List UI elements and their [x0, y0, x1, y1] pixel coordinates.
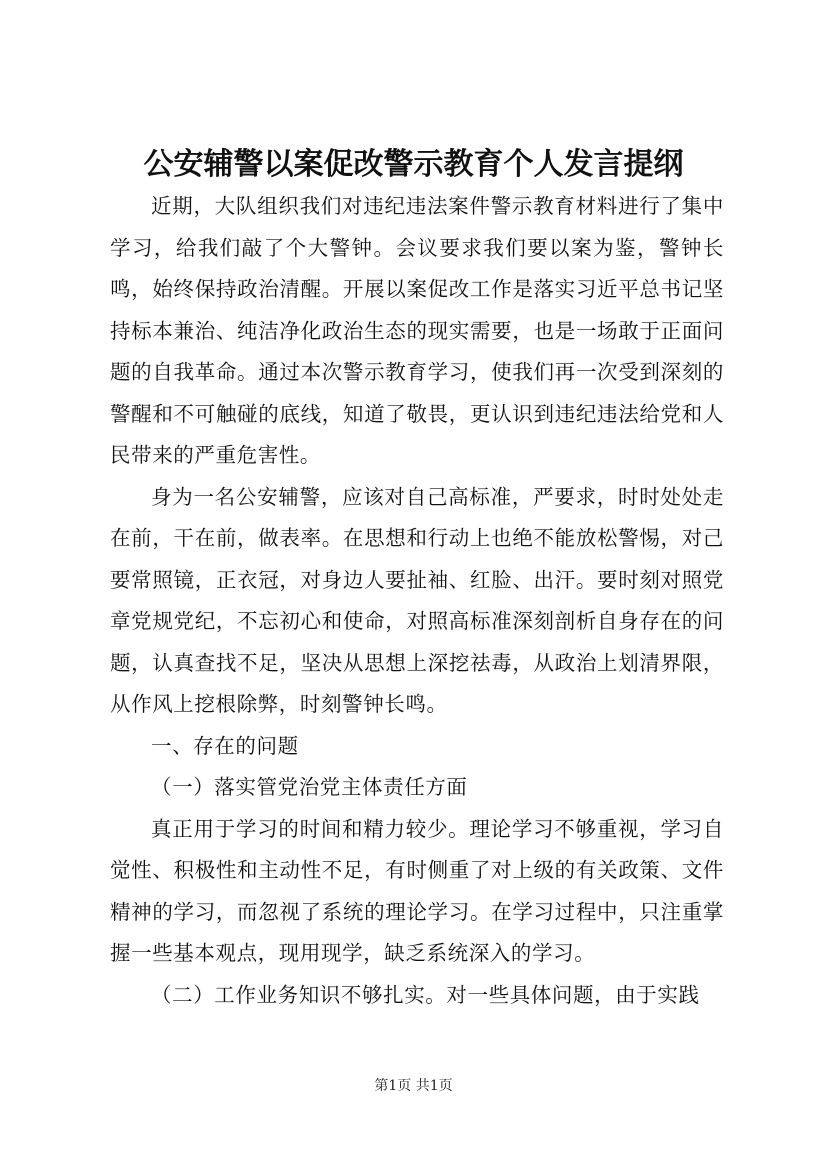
paragraph-role: 身为一名公安辅警，应该对自己高标准，严要求，时时处处走在前，干在前，做表率。在思想和行动上也绝不能放松警惕，对己要常照镜，正衣冠，对身边人要扯袖、红脸、出汗。要时刻对照党章党规党纪，不忘初心和使命，对照高标准深刻剖析自身存在的问题，认真查找不足，坚决从思想上深挖祛毒，从政治上划清界限，从作风上挖根除弊，时刻警钟长鸣。: [110, 484, 724, 716]
section-heading-problems: 一、存在的问题: [151, 733, 299, 758]
subsection-heading-responsibility: （一）落实管党治党主体责任方面: [151, 775, 468, 799]
page-number-footer: 第1页 共1页: [374, 1078, 453, 1094]
paragraph-intro: 近期，大队组织我们对违纪违法案件警示教育材料进行了集中学习，给我们敲了个大警钟。会议要求我们要以案为鉴，警钟长鸣，始终保持政治清醒。开展以案促改工作是落实习近平总书记坚持标本兼治、纯洁净化政治生态的现实需要，也是一场敢于正面问题的自我革命。通过本次警示教育学习，使我们再一次受到深刻的警醒和不可触碰的底线，知道了敬畏，更认识到违纪违法给党和人民带来的严重危害性。: [110, 194, 724, 467]
paragraph-business-knowledge: （二）工作业务知识不够扎实。对一些具体问题，由于实践: [151, 982, 700, 1007]
document-title: 公安辅警以案促改警示教育个人发言提纲: [143, 147, 684, 182]
document-body: [110, 186, 724, 1016]
paragraph-study: 真正用于学习的时间和精力较少。理论学习不够重视，学习自觉性、积极性和主动性不足，有时侧重了对上级的有关政策、文件精神的学习，而忽视了系统的理论学习。在学习过程中，只注重掌握一些基本观点，现用现学，缺乏系统深入的学习。: [110, 816, 724, 965]
